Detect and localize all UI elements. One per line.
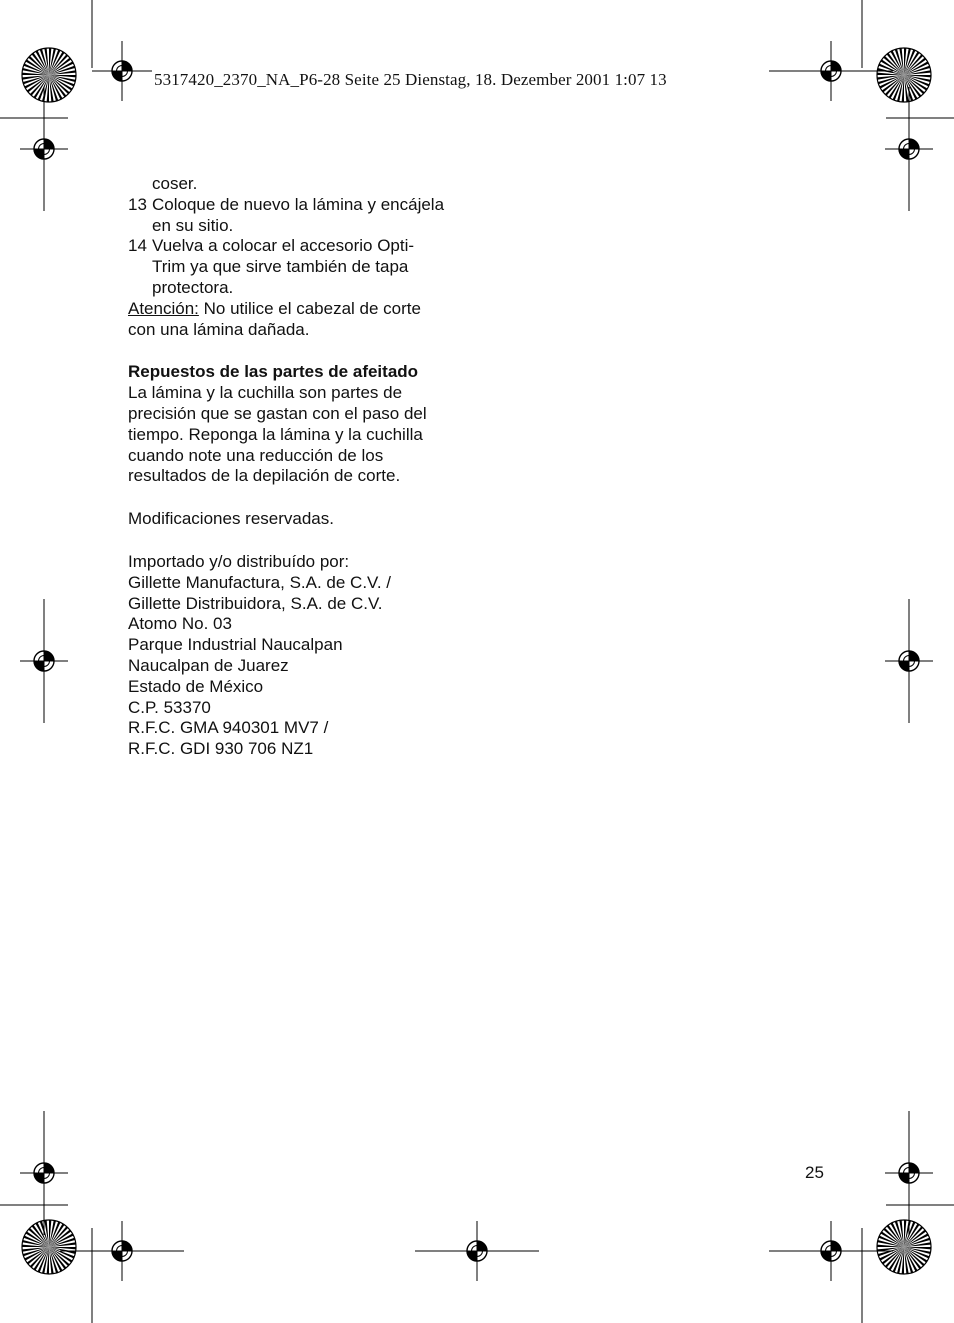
parts-line: tiempo. Reponga la lámina y la cuchilla (128, 424, 423, 444)
modifications-note: Modificaciones reservadas. (128, 509, 334, 529)
starburst-mark-icon (22, 1220, 76, 1274)
spacer (128, 487, 488, 509)
parts-line: cuando note una reducción de los (128, 445, 384, 465)
importer-line: Parque Industrial Naucalpan (128, 635, 343, 655)
parts-line: precisión que se gastan con el paso del (128, 403, 427, 423)
importer-line: Gillette Distribuidora, S.A. de C.V. (128, 593, 383, 613)
warning-note (128, 299, 488, 320)
parts-line: resultados de la depilación de corte. (128, 466, 401, 486)
importer-line: C.P. 53370 (128, 697, 211, 717)
warning-label: Atención: (128, 298, 199, 318)
starburst-mark-icon (877, 1220, 931, 1274)
importer-line: Importado y/o distribuído por: (128, 551, 350, 571)
step-13-number: 13 (128, 194, 147, 214)
warning-line-2: con una lámina dañada. (128, 319, 310, 339)
registration-target-icon (92, 41, 152, 101)
step-14-line-1: Vuelva a colocar el accesorio Opti- (152, 236, 415, 256)
step-13-line-2: en su sitio. (152, 215, 234, 235)
manual-text-column (128, 174, 488, 760)
registration-target-icon (885, 1111, 933, 1235)
registration-target-icon (885, 599, 933, 723)
continuation-line: coser. (152, 174, 198, 193)
parts-line: La lámina y la cuchilla son partes de (128, 383, 403, 403)
registration-target-icon (20, 1111, 68, 1235)
step-14-line-3: protectora. (152, 277, 234, 297)
importer-line: Gillette Manufactura, S.A. de C.V. / (128, 572, 392, 592)
step-14 (128, 236, 488, 257)
importer-line: R.F.C. GDI 930 706 NZ1 (128, 739, 314, 759)
starburst-mark-icon (877, 48, 931, 102)
step-13-line-1: Coloque de nuevo la lámina y encájela (152, 194, 445, 214)
page-number: 25 (805, 1163, 824, 1182)
parts-heading: Repuestos de las partes de afeitado (128, 362, 419, 382)
registration-target-icon (20, 87, 68, 211)
starburst-mark-icon (22, 48, 76, 102)
warning-line-1: No utilice el cabezal de corte (198, 298, 421, 318)
importer-line: R.F.C. GMA 940301 MV7 / (128, 718, 329, 738)
registration-target-icon (769, 41, 893, 101)
registration-target-icon (60, 1221, 184, 1281)
spacer (128, 530, 488, 552)
importer-line: Naucalpan de Juarez (128, 655, 289, 675)
importer-line: Estado de México (128, 676, 264, 696)
registration-target-icon (20, 599, 68, 723)
step-14-number: 14 (128, 236, 147, 256)
registration-target-icon (415, 1221, 539, 1281)
step-13 (128, 195, 488, 216)
importer-line: Atomo No. 03 (128, 614, 232, 634)
registration-target-icon (885, 87, 933, 211)
registration-target-icon (769, 1221, 893, 1281)
spacer (128, 340, 488, 362)
print-slug-header: 5317420_2370_NA_P6-28 Seite 25 Dienstag, 18. Dezember 2001 1:07 13 (154, 70, 667, 89)
step-14-line-2: Trim ya que sirve también de tapa (152, 257, 409, 277)
